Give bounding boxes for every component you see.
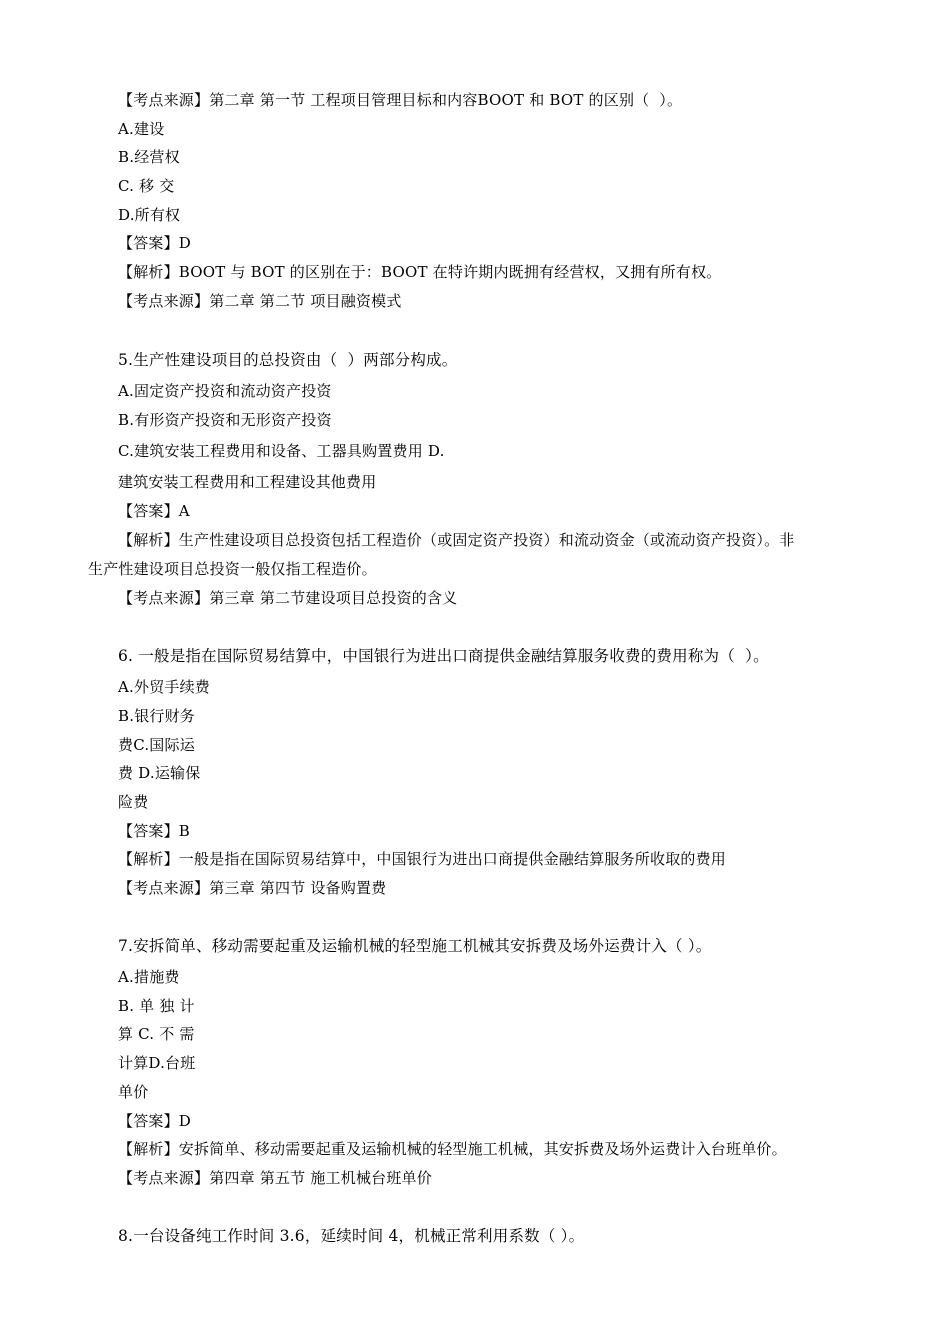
question-text: 5.生产性建设项目的总投资由（ ）两部分构成。: [118, 351, 458, 369]
answer-line: 【答案】D: [118, 234, 192, 252]
option-c: 算 C. 不 需: [118, 1025, 195, 1043]
option-c: C.建筑安装工程费用和设备、工器具购置费用 D.: [118, 442, 445, 460]
answer-line: 【答案】A: [118, 502, 190, 520]
analysis-line-continued: 生产性建设项目总投资一般仅指工程造价。: [88, 560, 377, 578]
option-d-continued: 单价: [118, 1083, 149, 1101]
source-line: 【考点来源】第二章 第一节 工程项目管理目标和内容BOOT 和 BOT 的区别（ ）。: [118, 91, 683, 109]
analysis-line: 【解析】安拆简单、移动需要起重及运输机械的轻型施工机械，其安拆费及场外运费计入台班单价。: [118, 1140, 787, 1158]
answer-line: 【答案】B: [118, 822, 191, 840]
option-b: B.银行财务: [118, 707, 195, 725]
analysis-line: 【解析】一般是指在国际贸易结算中，中国银行为进出口商提供金融结算服务所收取的费用: [118, 850, 727, 868]
option-d: 建筑安装工程费用和工程建设其他费用: [118, 473, 377, 491]
option-a: A.外贸手续费: [118, 678, 211, 696]
analysis-line: 【解析】生产性建设项目总投资包括工程造价（或固定资产投资）和流动资金（或流动资产投资）。非: [118, 531, 795, 549]
option-b: B.经营权: [118, 148, 180, 166]
option-b: B. 单 独 计: [118, 997, 195, 1015]
option-b: B.有形资产投资和无形资产投资: [118, 411, 332, 429]
source-line: 【考点来源】第四章 第五节 施工机械台班单价: [118, 1169, 432, 1187]
option-a: A.措施费: [118, 968, 180, 986]
option-a: A.建设: [118, 120, 165, 138]
answer-line: 【答案】D: [118, 1112, 192, 1130]
question-text: 8.一台设备纯工作时间 3.6，延续时间 4，机械正常利用系数（ ）。: [118, 1227, 585, 1245]
source-line: 【考点来源】第三章 第四节 设备购置费: [118, 879, 387, 897]
question-text: 6. 一般是指在国际贸易结算中，中国银行为进出口商提供金融结算服务收费的费用称为（ ）。: [118, 647, 769, 665]
option-c: 费C.国际运: [118, 736, 195, 754]
option-a: A.固定资产投资和流动资产投资: [118, 382, 332, 400]
option-c: C. 移 交: [118, 177, 175, 195]
option-d: 费 D.运输保: [118, 764, 201, 782]
question-text: 7.安拆简单、移动需要起重及运输机械的轻型施工机械其安拆费及场外运费计入（ ）。: [118, 937, 712, 955]
option-d: 计算D.台班: [118, 1054, 196, 1072]
analysis-line: 【解析】BOOT 与 BOT 的区别在于：BOOT 在特许期内既拥有经营权，又拥有所有权。: [118, 263, 722, 281]
source-line: 【考点来源】第二章 第二节 项目融资模式: [118, 292, 402, 310]
option-d-continued: 险费: [118, 793, 149, 811]
source-line: 【考点来源】第三章 第二节建设项目总投资的含义: [118, 589, 458, 607]
option-d: D.所有权: [118, 206, 181, 224]
